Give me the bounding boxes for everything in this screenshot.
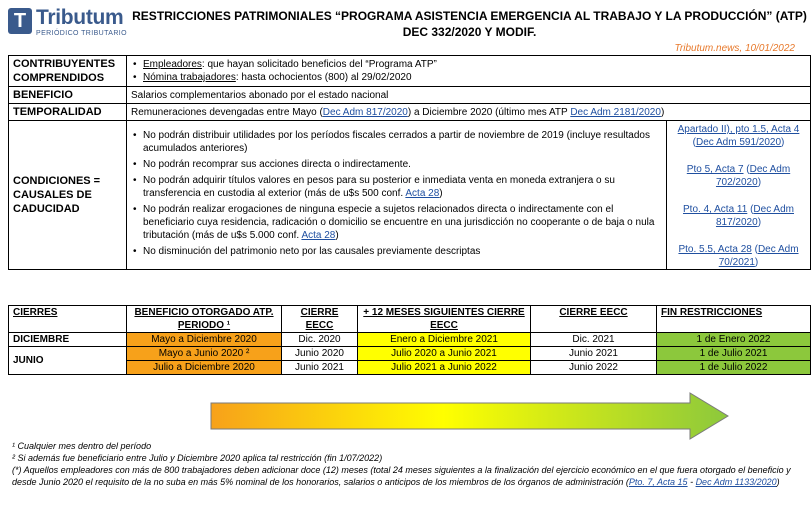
title-line-1: RESTRICCIONES PATRIMONIALES “PROGRAMA ASISTENCIA EMERGENCIA AL TRABAJO Y LA PRODUCCIÓN” (ATP)	[132, 9, 807, 23]
beneficio-cell: Julio a Diciembre 2020	[127, 361, 282, 375]
ref-sep: (	[751, 244, 758, 255]
reference-3	[669, 203, 808, 229]
ref-end: )	[757, 177, 762, 188]
header-fin-restricciones: FIN RESTRICCIONES	[657, 306, 811, 333]
item3-text: No podrán adquirir títulos valores en pesos para su posterior e inmediata venta en moneda extranjera o su transferencia en custodia al exterior (más de u$s 500 conf.	[143, 175, 615, 199]
logo-subtitle: PERIÓDICO TRIBUTARIO	[36, 30, 127, 37]
cell-contribuyentes	[127, 56, 811, 87]
link-dec-adm-591[interactable]: Dec Adm 591/2020	[695, 137, 782, 148]
label-condiciones: CONDICIONES = CAUSALES DE CADUCIDAD	[9, 121, 127, 270]
link-dec-adm-70[interactable]: Dec Adm 70/2021	[718, 244, 799, 268]
timeline-arrow-icon	[210, 391, 730, 441]
cierre-eecc2-cell: Dic. 2021	[531, 333, 657, 347]
footnote-3-text: (*) Aquellos empleadores con más de 800 trabajadores deben adicionar doce (12) meses (total 24 meses siguientes a la finalización del ejercicio económico en el que fuera otorgado el beneficio y desde Junio 2020 el requisito de la no suba en más 5% nominal de los honorarios, salarios o anticipos de los miembros de los órganos de administración (	[12, 465, 791, 487]
header-cierre-eecc-2: CIERRE EECC	[531, 306, 657, 333]
link-apartado-ii[interactable]: Apartado II), pto 1.5, Acta 4	[677, 124, 800, 135]
list-item: • No podrán recomprar sus acciones directa o indirectamente.	[131, 158, 662, 171]
table-row	[9, 333, 811, 347]
footnotes	[12, 440, 804, 488]
header	[0, 0, 811, 54]
link-pto-5-5-acta-28[interactable]: Pto. 5.5, Acta 28	[678, 244, 752, 255]
nomina-key: Nómina trabajadores	[143, 72, 236, 83]
row-label-diciembre: DICIEMBRE	[9, 333, 127, 347]
list-item	[131, 71, 806, 84]
fin-cell: 1 de Julio 2021	[657, 347, 811, 361]
row-beneficio	[9, 87, 811, 104]
ref-end: )	[781, 137, 785, 148]
table-row	[9, 361, 811, 375]
temporalidad-text-c: )	[660, 106, 665, 118]
footnote-3-end: )	[776, 477, 780, 487]
cell-temporalidad	[127, 104, 811, 121]
row-label-junio: JUNIO	[9, 347, 127, 375]
link-dec-adm-817[interactable]: Dec Adm 817/2020	[322, 106, 408, 118]
empleadores-text: : que hayan solicitado beneficios del “Programa ATP”	[201, 59, 437, 70]
temporalidad-text-b: ) a Diciembre 2020 (último mes ATP	[407, 106, 571, 118]
cell-beneficio: Salarios complementarios abonado por el estado nacional	[127, 87, 811, 104]
conditions-table	[8, 55, 811, 270]
label-temporalidad: TEMPORALIDAD	[9, 104, 127, 121]
header-cierre-eecc: CIERRE EECC	[282, 306, 358, 333]
fin-cell: 1 de Julio 2022	[657, 361, 811, 375]
table-row	[9, 347, 811, 361]
cierre-eecc-cell: Junio 2021	[282, 361, 358, 375]
meses-cell: Julio 2021 a Junio 2022	[358, 361, 531, 375]
link-dec-adm-2181[interactable]: Dec Adm 2181/2020	[570, 106, 661, 118]
link-pto-5-acta-7[interactable]: Pto 5, Acta 7	[686, 164, 744, 175]
link-dec-adm-702[interactable]: Dec Adm 702/2020	[715, 164, 791, 188]
beneficio-cell: Mayo a Junio 2020 ²	[127, 347, 282, 361]
calendar-header-row	[9, 306, 811, 333]
link-acta-28[interactable]: Acta 28	[405, 188, 440, 199]
list-item	[131, 58, 806, 71]
meses-cell: Enero a Diciembre 2021	[358, 333, 531, 347]
header-beneficio: BENEFICIO OTORGADO ATP. PERIODO ¹	[127, 306, 282, 333]
page-title	[128, 8, 811, 40]
list-item	[131, 174, 662, 200]
list-item: • No disminución del patrimonio neto por las causales previamente descriptas	[131, 245, 662, 258]
label-contribuyentes: CONTRIBUYENTES COMPRENDIDOS	[9, 56, 127, 87]
ref-sep: (	[747, 204, 754, 215]
fin-cell: 1 de Enero 2022	[657, 333, 811, 347]
empleadores-key: Empleadores	[143, 59, 202, 70]
cell-references	[667, 121, 811, 270]
link-dec-adm-1133[interactable]: Dec Adm 1133/2020	[695, 477, 777, 487]
cierre-eecc-cell: Dic. 2020	[282, 333, 358, 347]
temporalidad-text-a: Remuneraciones devengadas entre Mayo (	[131, 106, 323, 118]
nomina-text: : hasta ochocientos (800) al 29/02/2020	[235, 72, 412, 83]
cierre-eecc-cell: Junio 2020	[282, 347, 358, 361]
row-contribuyentes	[9, 56, 811, 87]
list-item: • No podrán distribuir utilidades por los períodos fiscales cerrados a partir de noviembre de 2019 (incluye resultados acumulados anteriores)	[131, 129, 662, 155]
cierre-eecc2-cell: Junio 2021	[531, 347, 657, 361]
ref-sep: (	[743, 164, 750, 175]
meses-cell: Julio 2020 a Junio 2021	[358, 347, 531, 361]
logo-name: Tributum	[36, 6, 124, 29]
title-line-2: DEC 332/2020 Y MODIF.	[402, 25, 537, 39]
item3-end: )	[439, 188, 443, 199]
beneficio-cell: Mayo a Diciembre 2020	[127, 333, 282, 347]
reference-4	[669, 243, 808, 269]
link-pto-7-acta-15[interactable]: Pto. 7, Acta 15	[628, 477, 688, 487]
ref-end: )	[754, 257, 759, 268]
label-beneficio: BENEFICIO	[9, 87, 127, 104]
link-dec-adm-817-ref[interactable]: Dec Adm 817/2020	[715, 204, 794, 228]
link-acta-28[interactable]: Acta 28	[301, 230, 336, 241]
list-item	[131, 203, 662, 242]
row-temporalidad	[9, 104, 811, 121]
header-cierres: CIERRES	[9, 306, 127, 333]
row-condiciones	[9, 121, 811, 270]
logo-mark-icon: T	[8, 8, 32, 34]
reference-1	[669, 123, 808, 149]
footnote-3	[12, 464, 804, 488]
tributum-logo[interactable]	[8, 6, 128, 40]
cell-condiciones	[127, 121, 667, 270]
reference-2	[669, 163, 808, 189]
link-pto-4-acta-11[interactable]: Pto. 4, Acta 11	[683, 204, 748, 215]
source-credit: Tributum.news, 10/01/2022	[674, 43, 795, 54]
header-meses-siguientes: + 12 MESES SIGUIENTES CIERRE EECC	[358, 306, 531, 333]
item4-text: No podrán realizar erogaciones de ninguna especie a sujetos relacionados directa o indirectamente con el beneficiario cuya residencia, radicación o domicilio se encuentre en una jurisdicción no cooperante o de baja o nula tributación (más de u$s 5.000 conf.	[143, 204, 655, 241]
restrictions-calendar-table	[8, 305, 811, 375]
footnote-1: ¹ Cualquier mes dentro del período	[12, 441, 152, 451]
ref-sep: (	[692, 137, 696, 148]
footnote-3-sep: -	[687, 477, 696, 487]
item4-end: )	[335, 230, 339, 241]
ref-end: )	[757, 217, 762, 228]
footnote-2: ² Si además fue beneficiario entre Julio y Diciembre 2020 aplica tal restricción (fin 1/07/2022)	[12, 453, 383, 463]
cierre-eecc2-cell: Junio 2022	[531, 361, 657, 375]
